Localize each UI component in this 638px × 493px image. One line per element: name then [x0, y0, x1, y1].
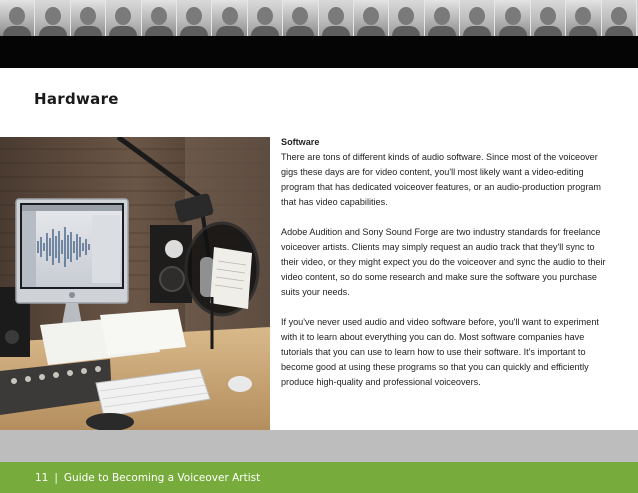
subsection-heading: Software — [281, 137, 320, 147]
section-title: Hardware — [34, 90, 119, 108]
body-paragraph: There are tons of different kinds of audio software. Since most of the voiceover gigs these days are for video content, you'll most likely want a video-editing program that has dedicated voiceover features, or an audio-production program that has video capabilities. — [281, 152, 601, 207]
portrait-photo — [212, 0, 247, 36]
portrait-photo — [248, 0, 283, 36]
body-text-column — [281, 135, 611, 405]
portrait-photo — [566, 0, 601, 36]
portrait-photo — [35, 0, 70, 36]
page-number: 11 — [35, 471, 49, 484]
footer-grey-band — [0, 430, 638, 462]
body-paragraph: Adobe Audition and Sony Sound Forge are two industry standards for freelance voiceover artists. Clients may simply request an audio track that they'll sync to their video, or they might expect you do the voiceover and sync the audio to their video content, so do some research and make sure the software you purchase suits your needs. — [281, 227, 606, 297]
portrait-photo — [354, 0, 389, 36]
page-footer — [0, 462, 638, 493]
body-paragraph: If you've never used audio and video software before, you'll want to experiment with it to learn about everything you can do. Most software companies have tutorials that you can use to learn how to use their software. It's important to become good at using these programs so that you can quickly and efficiently produce high-quality and professional voiceovers. — [281, 317, 599, 387]
studio-photo — [0, 137, 270, 430]
portrait-photo — [319, 0, 354, 36]
portrait-photo — [425, 0, 460, 36]
portrait-photo — [177, 0, 212, 36]
portrait-photo — [71, 0, 106, 36]
portrait-photo — [106, 0, 141, 36]
portrait-photo — [602, 0, 637, 36]
guide-title: Guide to Becoming a Voiceover Artist — [63, 471, 261, 484]
portrait-photo — [142, 0, 177, 36]
portrait-strip — [0, 0, 638, 36]
portrait-photo — [531, 0, 566, 36]
header-black-band — [0, 36, 638, 68]
portrait-photo — [389, 0, 424, 36]
portrait-photo — [460, 0, 495, 36]
portrait-photo — [0, 0, 35, 36]
studio-photo-illustration — [0, 137, 270, 430]
footer-separator: | — [54, 471, 58, 484]
portrait-photo — [495, 0, 530, 36]
portrait-photo — [283, 0, 318, 36]
